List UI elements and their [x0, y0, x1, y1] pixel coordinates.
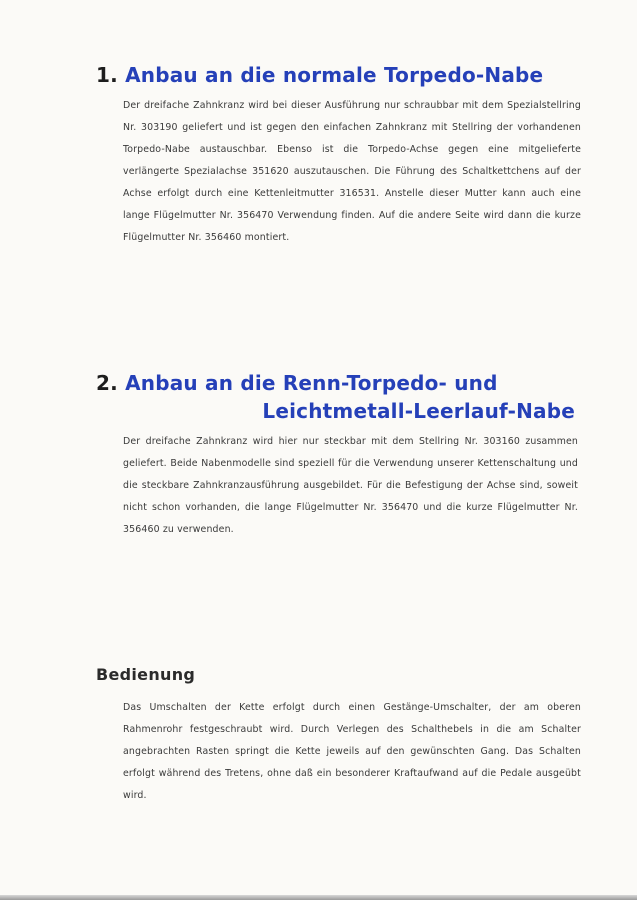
section-3-heading: Bedienung — [96, 665, 196, 684]
section-3-paragraph: Das Umschalten der Kette erfolgt durch einen Gestänge-Umschalter, der am oberen Rahmenrohr festgeschraubt wird. Durch Verlegen des Schalthebels in die am Schalter angebrachten Rasten springt die Kette jeweils auf den gewünschten Gang. Das Schalten erfolgt während des Tretens, ohne daß ein besonderer Kraftaufwand auf die Pedale ausgeübt wird. — [123, 702, 581, 801]
section-1-title: Anbau an die normale Torpedo-Nabe — [125, 63, 544, 87]
section-2-title-line1: Anbau an die Renn-Torpedo- und — [125, 371, 498, 395]
section-2-title-line2: Leichtmetall-Leerlauf-Nabe — [262, 399, 575, 423]
section-2-paragraph: Der dreifache Zahnkranz wird hier nur steckbar mit dem Stellring Nr. 303160 zusammen geliefert. Beide Nabenmodelle sind speziell für die Verwendung unserer Kettenschaltung und die steckbare Zahnkranzausführung ausgebildet. Für die Befestigung der Achse sind, soweit nicht schon vorhanden, die lange Flügelmutter Nr. 356470 und die kurze Flügelmutter Nr. 356460 zu verwenden. — [123, 436, 578, 535]
section-2-number: 2. — [96, 371, 118, 395]
section-1-heading — [96, 62, 543, 88]
page-bottom-edge — [0, 895, 637, 900]
section-1-paragraph: Der dreifache Zahnkranz wird bei dieser Ausführung nur schraubbar mit dem Spezialstellring Nr. 303190 geliefert und ist gegen den einfachen Zahnkranz mit Stellring der vorhandenen Torpedo-Nabe austauschbar. Ebenso ist die Torpedo-Achse gegen eine mitgelieferte verlängerte Spezialachse 351620 auszutauschen. Die Führung des Schaltkettchens auf der Achse erfolgt durch eine Kettenleitmutter 316531. Anstelle dieser Mutter kann auch eine lange Flügelmutter Nr. 356470 Verwendung finden. Auf die andere Seite wird dann die kurze Flügelmutter Nr. 356460 montiert. — [123, 100, 581, 243]
section-1-number: 1. — [96, 63, 118, 87]
section-2-heading — [96, 370, 498, 396]
